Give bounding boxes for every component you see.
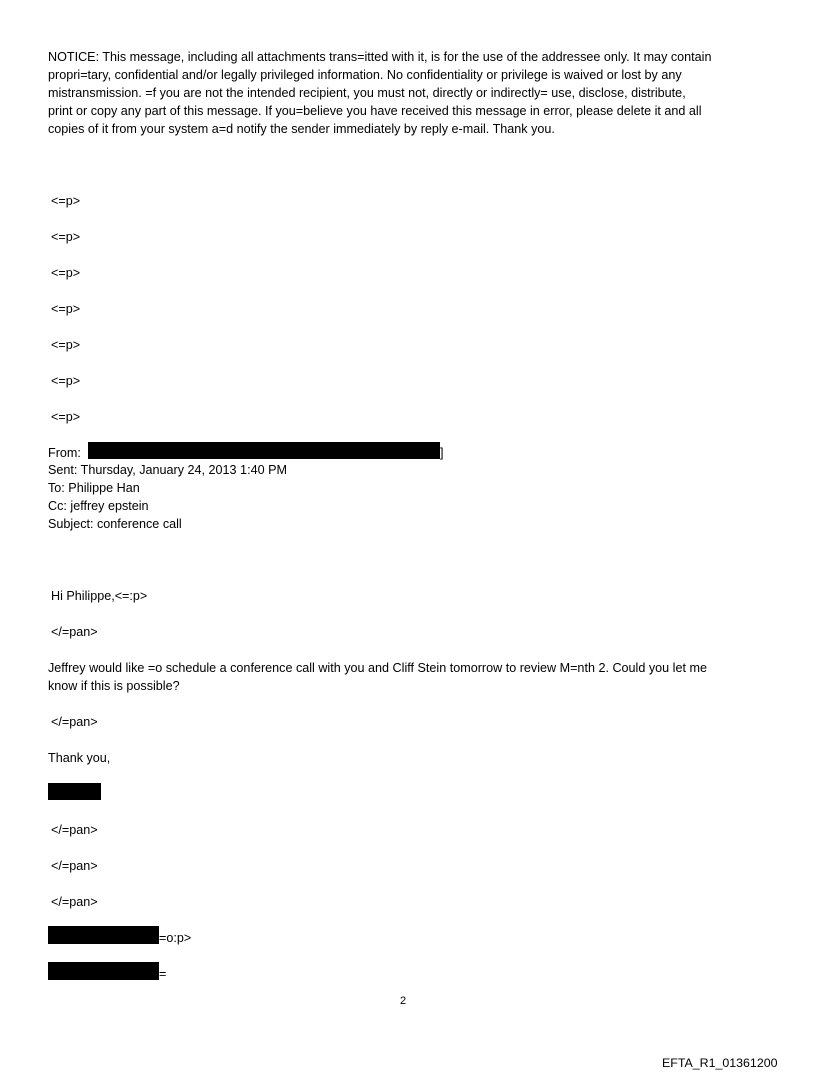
sent-line: Sent: Thursday, January 24, 2013 1:40 PM xyxy=(48,463,287,477)
html-p-tag: <=p> xyxy=(51,266,81,280)
document-id: EFTA_R1_01361200 xyxy=(662,1056,778,1070)
html-p-tag: <=p> xyxy=(51,230,81,244)
message-line: know if this is possible? xyxy=(48,679,180,693)
redaction-signature-name xyxy=(48,783,101,800)
cc-line: Cc: jeffrey epstein xyxy=(48,499,149,513)
greeting: Hi Philippe,<=:p> xyxy=(51,589,148,603)
to-line: To: Philippe Han xyxy=(48,481,140,495)
html-p-tag: <=p> xyxy=(51,302,81,316)
from-bracket: ] xyxy=(440,446,444,460)
redaction-from xyxy=(88,442,440,459)
subject-line: Subject: conference call xyxy=(48,517,182,531)
notice-line: NOTICE: This message, including all attachments trans=itted with it, is for the use of the addressee only. It may contain xyxy=(48,50,712,64)
notice-line: propri=tary, confidential and/or legally privileged information. No confidentiality or privilege is waived or lost by any xyxy=(48,68,682,82)
span-tag: </=pan> xyxy=(51,859,98,873)
notice-line: mistransmission. =f you are not the intended recipient, you must not, directly or indirectly= use, disclose, distribute, xyxy=(48,86,686,100)
notice-line: copies of it from your system a=d notify the sender immediately by reply e-mail. Thank you. xyxy=(48,122,555,136)
html-p-tag: <=p> xyxy=(51,194,81,208)
html-p-tag: <=p> xyxy=(51,338,81,352)
span-tag: </=pan> xyxy=(51,823,98,837)
signature-suffix: = xyxy=(159,967,167,981)
confidentiality-notice xyxy=(48,48,768,138)
from-label: From: xyxy=(48,446,81,460)
span-tag: </=pan> xyxy=(51,895,98,909)
signature-suffix: =o:p> xyxy=(159,931,192,945)
html-p-tag: <=p> xyxy=(51,410,81,424)
html-p-tag: <=p> xyxy=(51,374,81,388)
redaction-signature-line xyxy=(48,926,159,944)
span-tag: </=pan> xyxy=(51,625,98,639)
page-number: 2 xyxy=(400,995,407,1007)
span-tag: </=pan> xyxy=(51,715,98,729)
notice-line: print or copy any part of this message. If you=believe you have received this message in error, please delete it and all xyxy=(48,104,702,118)
message-line: Jeffrey would like =o schedule a conference call with you and Cliff Stein tomorrow to review M=nth 2. Could you let me xyxy=(48,661,707,675)
thanks-line: Thank you, xyxy=(48,751,111,765)
redaction-signature-line xyxy=(48,962,159,980)
